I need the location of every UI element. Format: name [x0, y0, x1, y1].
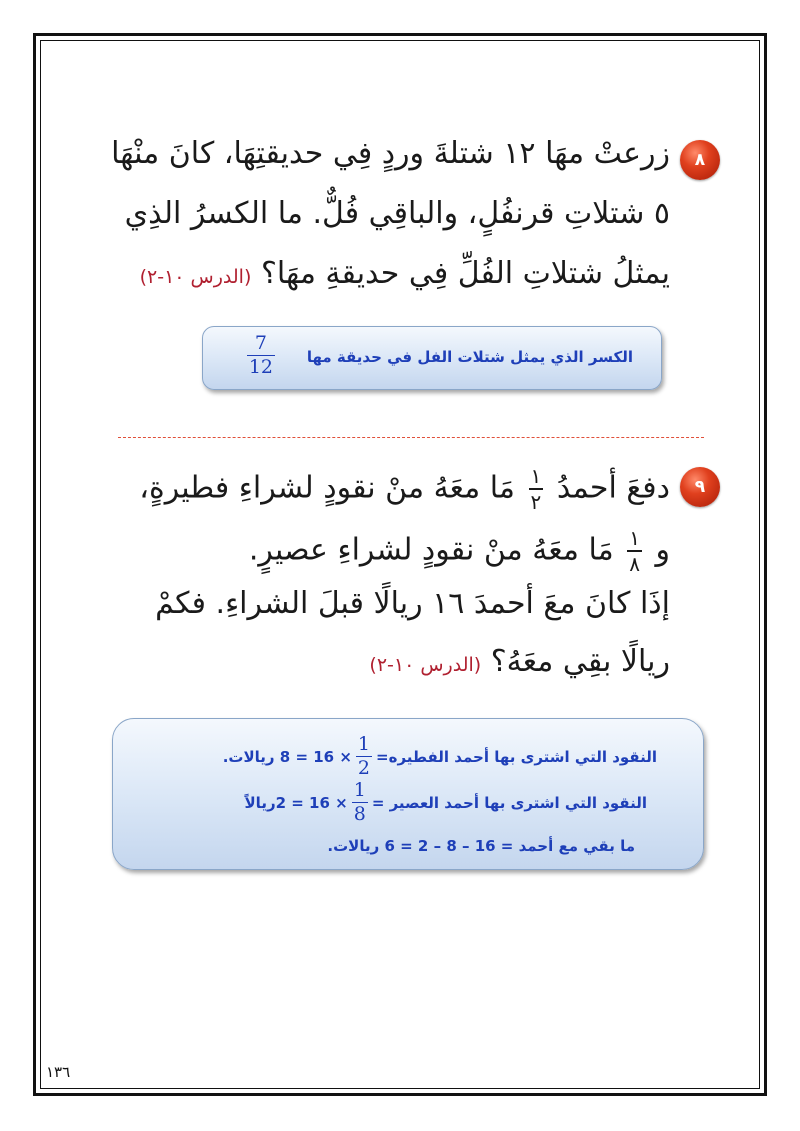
- problem-9-line-1: [139, 466, 670, 512]
- fraction-half-denominator: ٢: [530, 490, 542, 514]
- answer-9-row-1-numerator: 1: [357, 733, 371, 755]
- question-9-badge: [680, 467, 720, 507]
- fraction-eighth-numerator: ١: [629, 526, 640, 550]
- problem-9-fraction-half: [529, 466, 544, 512]
- section-divider: [118, 437, 704, 438]
- answer-9-row-2-rest: × 16 = 2ريالاً: [244, 793, 348, 812]
- problem-8-line-2: ٥ شتلاتِ قرنفُلٍ، والباقِي فُلٌّ. ما الكسرُ الذِي: [124, 196, 670, 231]
- answer-9-row-2-label: النقود التي اشترى بها أحمد العصير =: [371, 793, 647, 812]
- problem-8-text: [50, 136, 670, 316]
- question-8-number: ٨: [694, 150, 706, 170]
- answer-9-row-1-label: النقود التي اشترى بها أحمد الفطيره=: [376, 747, 657, 766]
- answer-9-row-1: [223, 735, 657, 778]
- answer-9-row-2-fraction: [352, 781, 368, 824]
- answer-9-row-1-fraction: [356, 735, 372, 778]
- answer-9-row-2: [245, 781, 647, 824]
- problem-8-lesson-ref: (الدرس ١٠-٢): [139, 266, 252, 288]
- problem-9-fraction-eighth: [627, 528, 642, 574]
- problem-9-line-2-start: و: [655, 532, 670, 568]
- problem-9-lesson-ref: (الدرس ١٠-٢): [369, 654, 482, 676]
- question-8-badge: [680, 140, 720, 180]
- problem-8-line-1: زرعتْ مهَا ١٢ شتلةَ وردٍ فِي حديقتِهَا، كانَ منْهَا: [111, 136, 670, 171]
- problem-9-line-1-end: مَا معَهُ منْ نقودٍ لشراءِ فطيرةٍ،: [139, 470, 515, 506]
- problem-9-line-2: [249, 528, 670, 574]
- problem-9-text: [50, 466, 670, 696]
- fraction-eighth-denominator: ٨: [629, 552, 640, 576]
- problem-9-line-2-end: مَا معَهُ منْ نقودٍ لشراءِ عصيرٍ.: [248, 532, 614, 568]
- answer-9-row-1-denominator: 2: [357, 757, 371, 779]
- answer-9-box: [112, 718, 704, 870]
- problem-8-line-3-text: يمثلُ شتلاتِ الفُلِّ فِي حديقةِ مهَا؟: [260, 256, 670, 291]
- answer-8-denominator: 12: [248, 356, 273, 378]
- answer-9-row-1-rest: × 16 = 8 ريالات.: [222, 747, 352, 766]
- fraction-half-numerator: ١: [530, 464, 542, 488]
- problem-8-line-3: [140, 256, 670, 291]
- answer-9-row-2-denominator: 8: [353, 803, 366, 825]
- question-9-number: ٩: [694, 477, 706, 497]
- answer-8-fraction: [247, 334, 275, 377]
- answer-8-box: [202, 326, 662, 390]
- answer-9-row-3: ما بقي مع أحمد = 16 – 8 – 2 = 6 ريالات.: [327, 837, 635, 855]
- problem-9-line-4: [369, 644, 670, 679]
- answer-8-numerator: 7: [247, 334, 275, 356]
- answer-8-text: الكسر الذي يمثل شتلات الفل في حديقة مها: [306, 348, 633, 366]
- problem-9-line-4-text: ريالًا بقِي معَهُ؟: [490, 644, 670, 679]
- problem-9-line-1-start: دفعَ أحمدُ: [556, 470, 670, 506]
- answer-9-row-2-numerator: 1: [353, 779, 366, 801]
- problem-9-line-3: إذَا كانَ معَ أحمدَ ١٦ ريالًا قبلَ الشراءِ. فكمْ: [155, 586, 670, 621]
- page-number: ١٣٦: [46, 1063, 71, 1081]
